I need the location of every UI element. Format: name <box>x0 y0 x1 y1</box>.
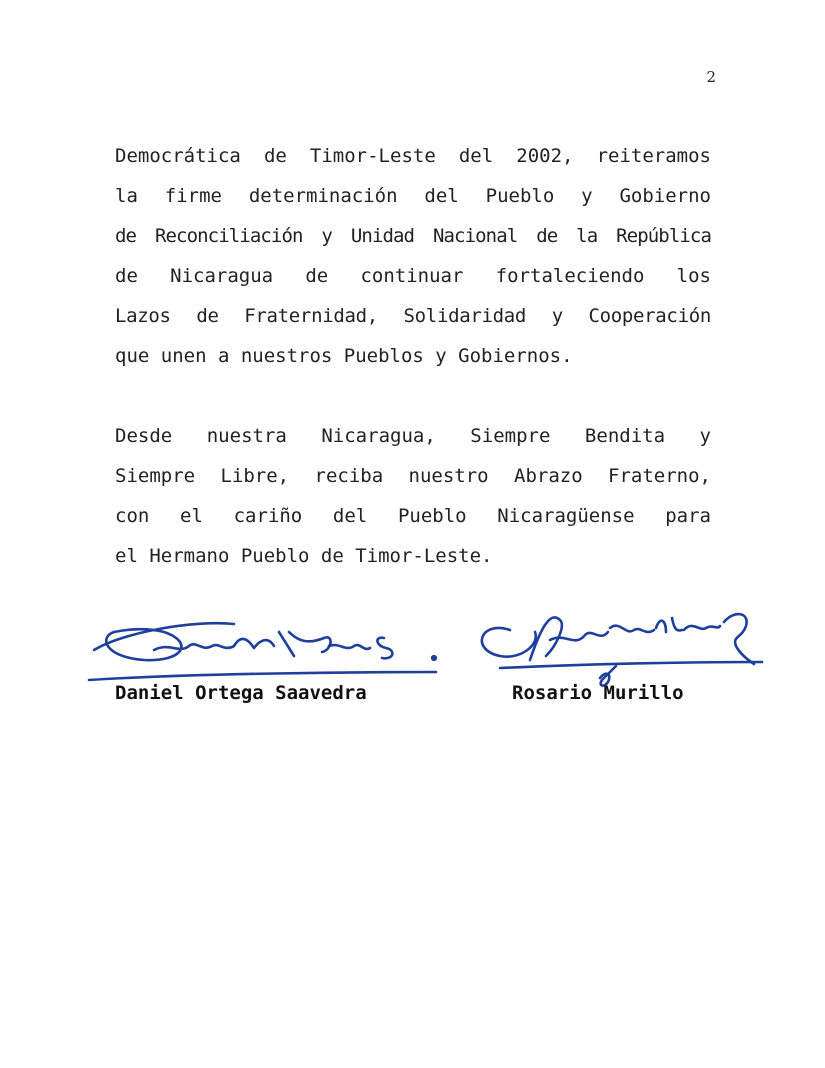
signer-name-murillo: Rosario Murillo <box>512 682 684 704</box>
signature-ortega <box>84 602 444 682</box>
paragraph-line: de Nicaragua de continuar fortaleciendo los <box>115 265 711 287</box>
paragraph-1 <box>115 136 711 376</box>
paragraph-line: Lazos de Fraternidad, Solidaridad y Cooperación <box>115 305 711 327</box>
paragraph-line: Siempre Libre, reciba nuestro Abrazo Fraterno, <box>115 465 711 487</box>
paragraph-2 <box>115 416 711 576</box>
paragraph-line: el Hermano Pueblo de Timor-Leste. <box>115 545 493 567</box>
paragraph-line: con el cariño del Pueblo Nicaragüense para <box>115 505 711 527</box>
signer-name-ortega: Daniel Ortega Saavedra <box>115 682 367 704</box>
paragraph-line: que unen a nuestros Pueblos y Gobiernos. <box>115 345 573 367</box>
paragraph-line: de Reconciliación y Unidad Nacional de la República <box>115 225 711 247</box>
paragraph-line: Democrática de Timor-Leste del 2002, reiteramos <box>115 145 711 167</box>
paragraph-line: la firme determinación del Pueblo y Gobierno <box>115 185 711 207</box>
page-number: 2 <box>706 68 716 86</box>
paragraph-line: Desde nuestra Nicaragua, Siempre Bendita y <box>115 425 711 447</box>
signature-murillo <box>470 590 770 690</box>
